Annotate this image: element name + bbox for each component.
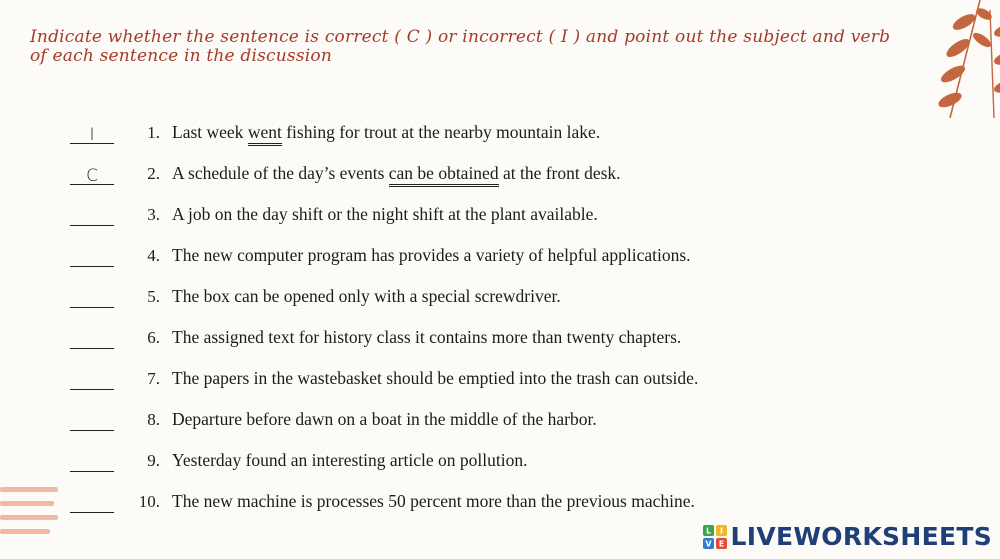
answer-field-5[interactable] bbox=[70, 285, 114, 308]
sentence-8: Departure before dawn on a boat in the middle of the harbor. bbox=[172, 409, 597, 429]
question-number-6: 6. bbox=[147, 328, 160, 347]
question-number-9: 9. bbox=[147, 451, 160, 470]
answer-field-9[interactable] bbox=[70, 449, 114, 472]
leaf-decoration bbox=[920, 0, 1000, 130]
sentence-5: The box can be opened only with a special screwdriver. bbox=[172, 286, 561, 306]
answer-field-7[interactable] bbox=[70, 367, 114, 390]
question-row-8 bbox=[70, 405, 597, 431]
answer-text-1: I bbox=[89, 125, 95, 145]
question-number-7: 7. bbox=[147, 369, 160, 388]
sentence-9: Yesterday found an interesting article on pollution. bbox=[172, 450, 528, 470]
sentence-1-part-a: Last week bbox=[172, 122, 248, 142]
sentence-2 bbox=[172, 163, 621, 185]
instruction-text: Indicate whether the sentence is correct ( C ) or incorrect ( I ) and point out the subject and verb of each sentence in the discussion bbox=[30, 27, 891, 66]
sentence-6: The assigned text for history class it contains more than twenty chapters. bbox=[172, 327, 682, 347]
stripe-decoration bbox=[0, 487, 62, 541]
liveworksheets-logo-icon bbox=[703, 525, 727, 549]
question-row-2 bbox=[70, 159, 621, 185]
question-row-4 bbox=[70, 241, 691, 267]
answer-field-8[interactable] bbox=[70, 408, 114, 431]
question-row-10 bbox=[70, 487, 695, 513]
sentence-3: A job on the day shift or the night shift at the plant available. bbox=[172, 204, 598, 224]
question-row-7 bbox=[70, 364, 698, 390]
sentence-7: The papers in the wastebasket should be emptied into the trash can outside. bbox=[172, 368, 699, 388]
logo-letter-i: I bbox=[719, 526, 723, 535]
question-row-9 bbox=[70, 446, 527, 472]
sentence-2-part-a: A schedule of the day’s events bbox=[172, 163, 389, 183]
answer-field-3[interactable] bbox=[70, 203, 114, 226]
logo-letter-l: L bbox=[705, 526, 711, 535]
answer-field-1[interactable] bbox=[70, 121, 114, 144]
question-number-10: 10. bbox=[138, 492, 160, 511]
answer-field-10[interactable] bbox=[70, 490, 114, 513]
question-row-6 bbox=[70, 323, 681, 349]
sentence-1-part-b: fishing for trout at the nearby mountain lake. bbox=[281, 122, 601, 142]
underlined-verb-1: went bbox=[248, 122, 282, 146]
sentence-1 bbox=[172, 122, 600, 144]
answer-text-2: C bbox=[86, 166, 98, 186]
question-number-3: 3. bbox=[147, 205, 160, 224]
question-number-4: 4. bbox=[147, 246, 160, 265]
logo-letter-v: V bbox=[704, 539, 712, 548]
liveworksheets-logo[interactable] bbox=[703, 522, 992, 551]
logo-letter-e: E bbox=[718, 539, 724, 548]
question-number-8: 8. bbox=[147, 410, 160, 429]
answer-field-4[interactable] bbox=[70, 244, 114, 267]
underlined-verb-2: can be obtained bbox=[389, 163, 499, 187]
question-row-5 bbox=[70, 282, 561, 308]
question-row-1 bbox=[70, 118, 600, 144]
question-number-2: 2. bbox=[147, 164, 160, 183]
question-row-3 bbox=[70, 200, 598, 226]
liveworksheets-logo-text: LIVEWORKSHEETS bbox=[730, 522, 992, 551]
sentence-10: The new machine is processes 50 percent more than the previous machine. bbox=[172, 491, 695, 511]
answer-field-6[interactable] bbox=[70, 326, 114, 349]
question-number-5: 5. bbox=[147, 287, 160, 306]
question-number-1: 1. bbox=[147, 123, 160, 142]
answer-field-2[interactable] bbox=[70, 162, 114, 185]
sentence-4: The new computer program has provides a variety of helpful applications. bbox=[172, 245, 691, 265]
sentence-2-part-b: at the front desk. bbox=[498, 163, 621, 183]
